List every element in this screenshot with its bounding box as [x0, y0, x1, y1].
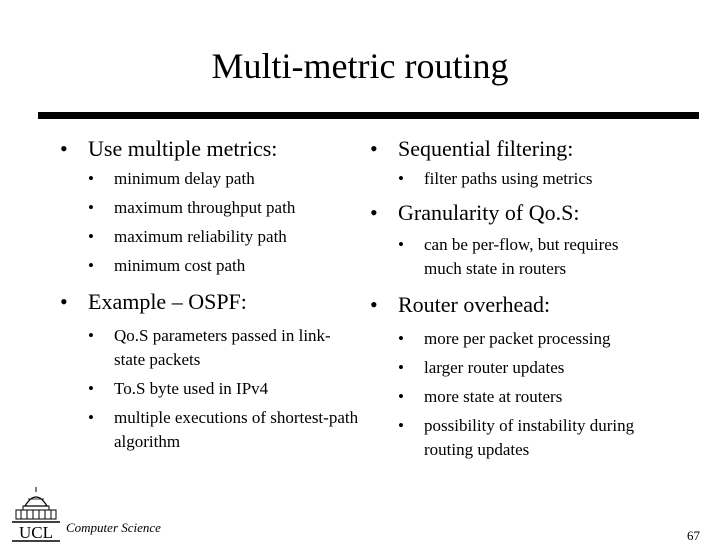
right-column: [370, 135, 670, 462]
sub-bullet-text: more state at routers: [424, 387, 563, 406]
bullet-dot: •: [398, 416, 404, 435]
bullet-dot: •: [398, 329, 404, 348]
sub-bullet: [398, 385, 670, 409]
bullet-use-multiple-metrics: [60, 135, 360, 163]
sub-bullet-text: filter paths using metrics: [424, 169, 593, 188]
ucl-logo-text: UCL: [19, 523, 53, 542]
sub-bullet-text: multiple executions of shortest-path algorithm: [114, 408, 359, 451]
sub-bullet: [88, 225, 360, 249]
bullet-dot: •: [398, 387, 404, 406]
sub-bullet: [88, 324, 360, 372]
title-divider: [38, 112, 699, 119]
sub-bullet: [398, 356, 670, 380]
bullet-dot: •: [88, 326, 94, 345]
sub-bullet-text: To.S byte used in IPv4: [114, 379, 269, 398]
bullet-heading: Example – OSPF:: [88, 289, 247, 314]
bullet-dot: •: [398, 358, 404, 377]
bullet-dot: •: [88, 256, 94, 275]
bullet-dot: •: [398, 235, 404, 254]
footer-department-label: Computer Science: [66, 520, 161, 535]
sub-bullet-text: minimum cost path: [114, 256, 246, 275]
bullet-example-ospf: [60, 288, 360, 316]
sub-bullet: [88, 406, 360, 454]
sub-bullet-text: maximum reliability path: [114, 227, 287, 246]
slide-title: Multi-metric routing: [211, 46, 509, 86]
bullet-dot: •: [398, 169, 404, 188]
bullet-granularity: [370, 199, 670, 227]
bullet-heading: Sequential filtering:: [398, 136, 574, 161]
bullet-dot: •: [88, 198, 94, 217]
sub-bullet-text: Qo.S parameters passed in link-state packets: [114, 326, 331, 369]
bullet-dot: •: [88, 379, 94, 398]
bullet-dot: •: [60, 289, 68, 314]
page-number: 67: [687, 528, 700, 543]
sub-bullet: [398, 167, 670, 191]
bullet-dot: •: [60, 136, 68, 161]
bullet-dot: •: [88, 408, 94, 427]
sub-bullet-text: possibility of instability during routing updates: [424, 416, 635, 459]
sub-bullet: [398, 414, 654, 462]
bullet-heading: Granularity of Qo.S:: [398, 200, 580, 225]
sub-bullet: [88, 377, 360, 401]
sub-bullet: [88, 167, 360, 191]
sub-bullet-text: larger router updates: [424, 358, 565, 377]
bullet-dot: •: [370, 136, 378, 161]
sub-bullet: [88, 254, 360, 278]
sub-bullet: [88, 196, 360, 220]
sub-bullet: [398, 233, 624, 281]
bullet-heading: Router overhead:: [398, 292, 551, 317]
bullet-dot: •: [88, 227, 94, 246]
sub-bullet: [398, 327, 670, 351]
ucl-logo-icon: [12, 486, 60, 542]
bullet-dot: •: [370, 292, 378, 317]
left-column: [60, 135, 360, 454]
bullet-sequential-filtering: [370, 135, 670, 163]
bullet-heading: Use multiple metrics:: [88, 136, 278, 161]
bullet-dot: •: [88, 169, 94, 188]
sub-bullet-text: minimum delay path: [114, 169, 255, 188]
sub-bullet-text: more per packet processing: [424, 329, 611, 348]
sub-bullet-text: can be per-flow, but requires much state in routers: [424, 235, 619, 278]
bullet-dot: •: [370, 200, 378, 225]
bullet-router-overhead: [370, 291, 670, 319]
sub-bullet-text: maximum throughput path: [114, 198, 296, 217]
